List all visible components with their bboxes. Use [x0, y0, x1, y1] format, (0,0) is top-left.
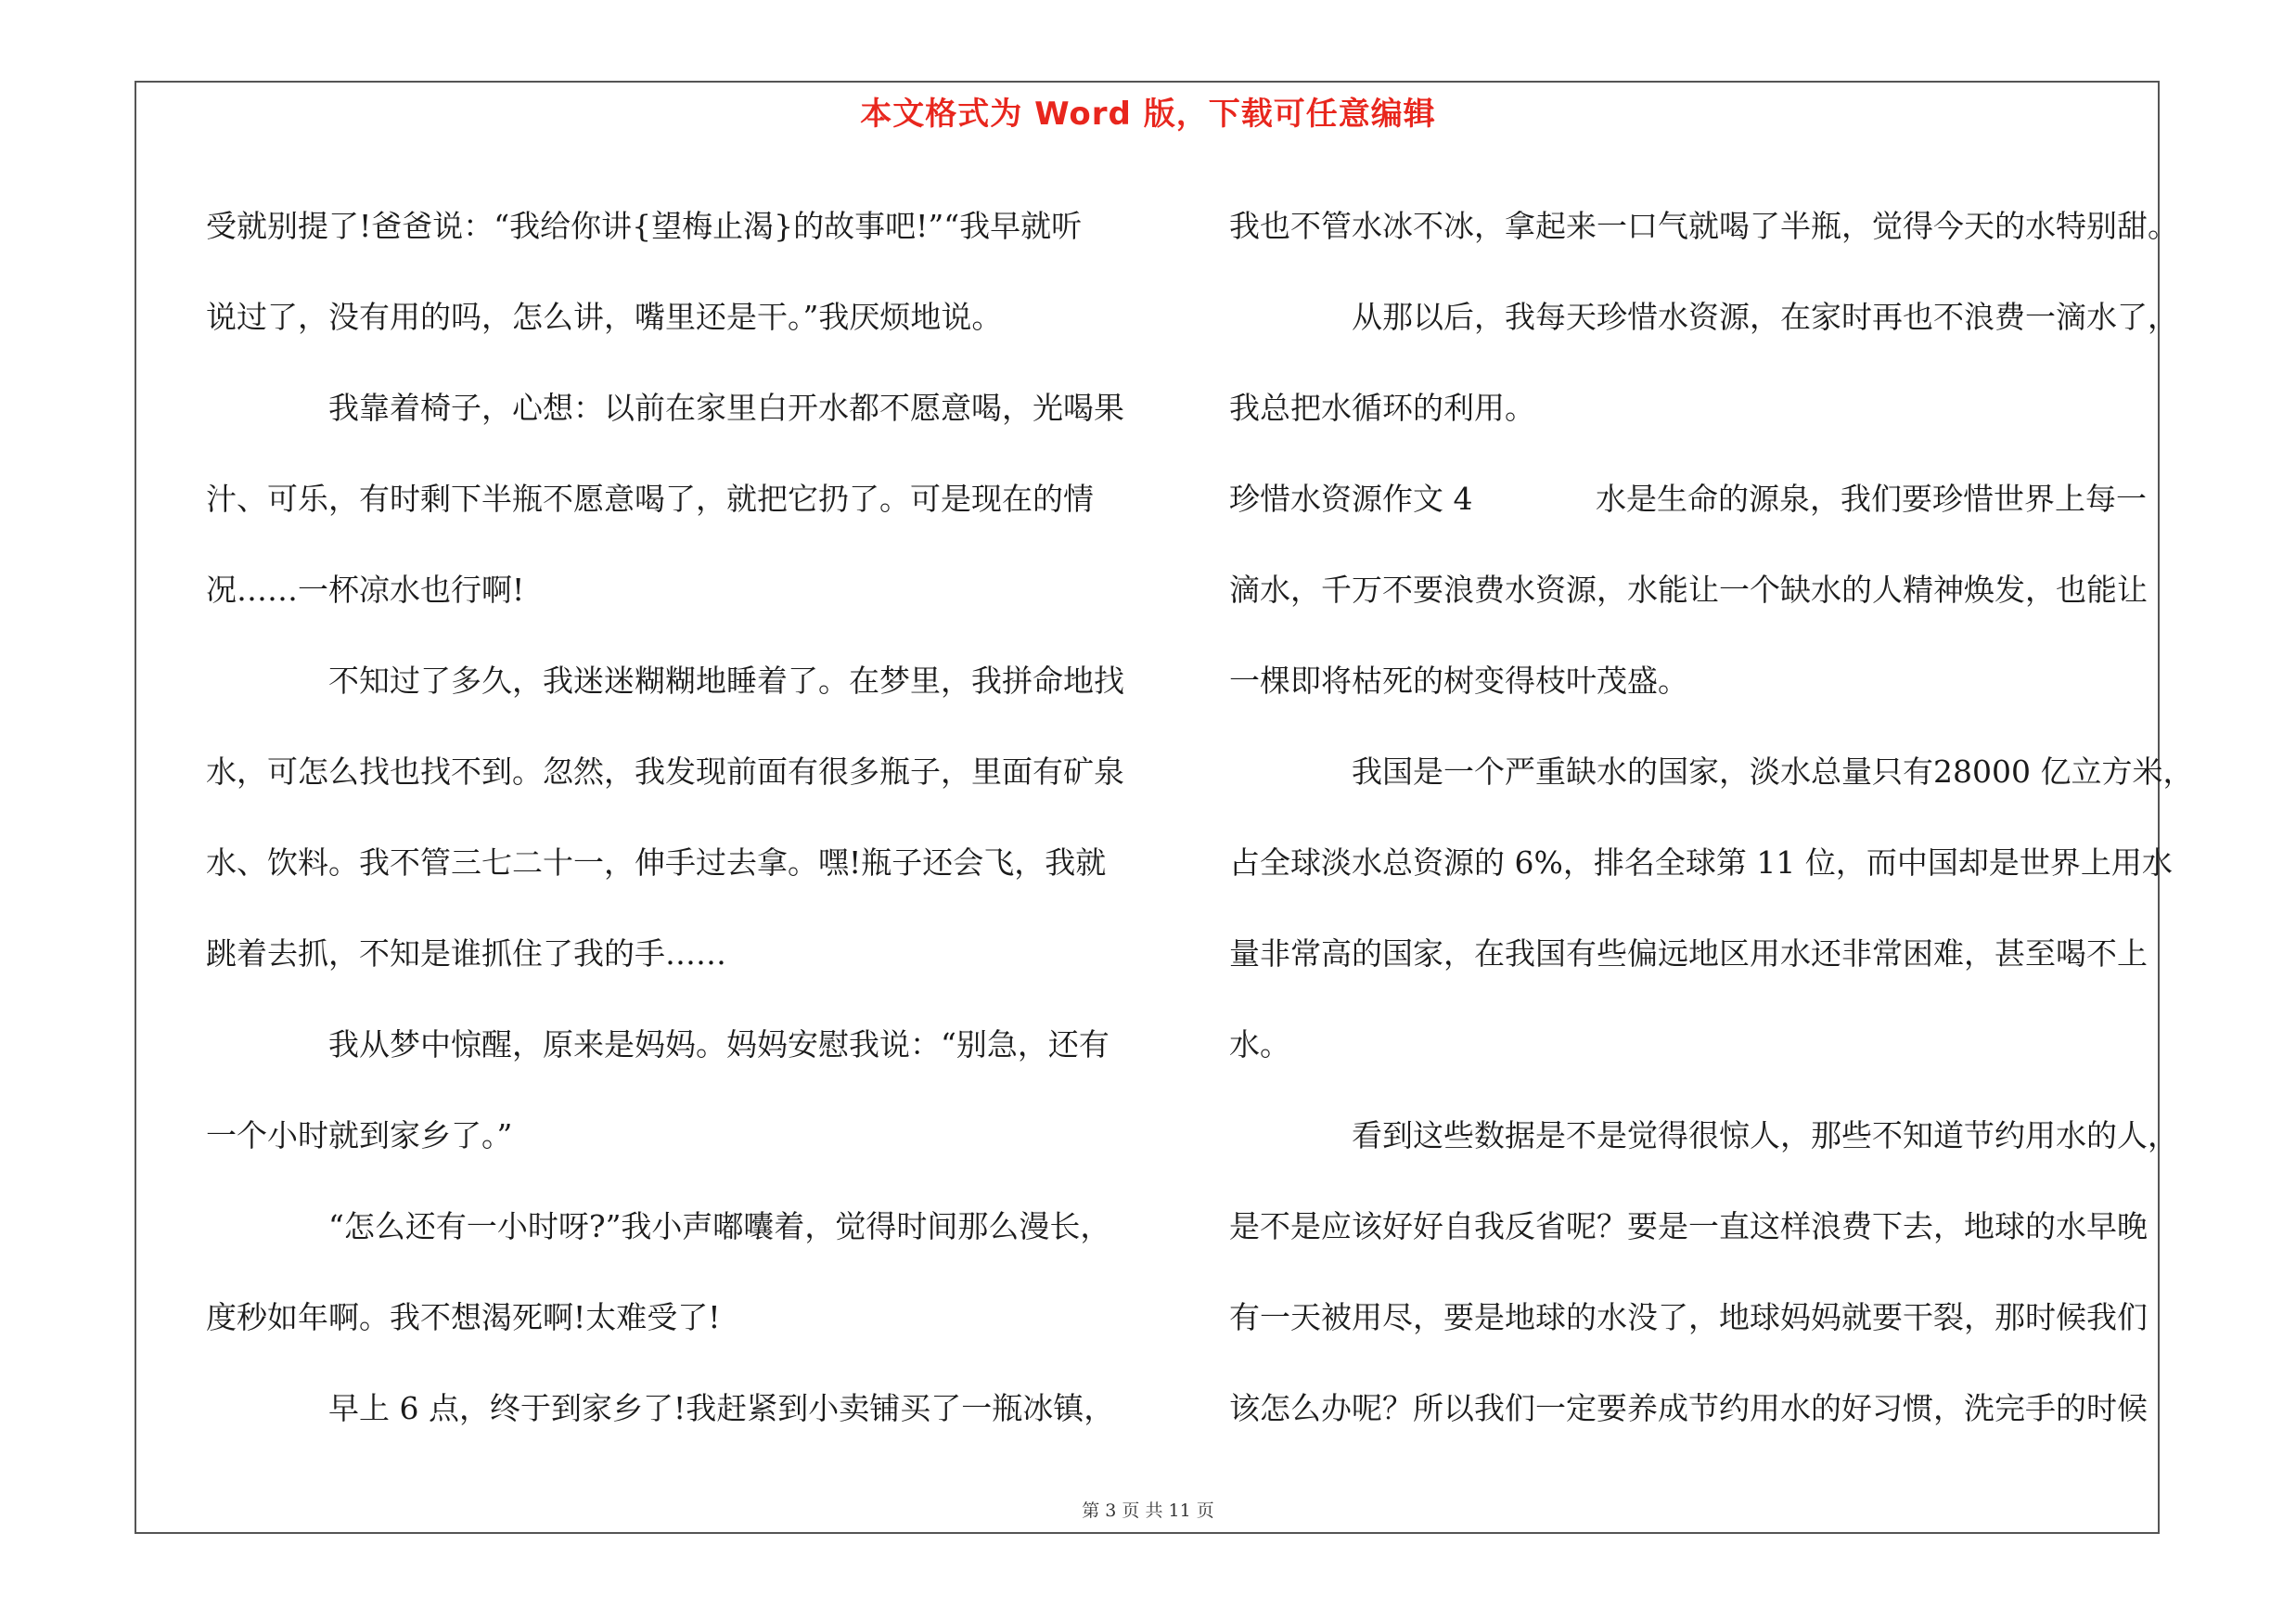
- text-line: 我从梦中惊醒，原来是妈妈。妈妈安慰我说：“别急，还有: [328, 1026, 1110, 1063]
- text-line: 是不是应该好好自我反省呢？要是一直这样浪费下去，地球的水早晚: [1229, 1208, 2148, 1244]
- text-line: 不知过了多久，我迷迷糊糊地睡着了。在梦里，我拼命地找: [328, 663, 1124, 699]
- text-line: 我总把水循环的利用。: [1229, 390, 1535, 426]
- format-banner: 本文格式为 Word 版，下载可任意编辑: [860, 96, 1436, 133]
- text-line: 滴水，千万不要浪费水资源，水能让一个缺水的人精神焕发，也能让: [1229, 572, 2148, 608]
- text-line: 度秒如年啊。我不想渴死啊!太难受了!: [206, 1299, 721, 1335]
- text-line: 汁、可乐，有时剩下半瓶不愿意喝了，就把它扔了。可是现在的情: [206, 481, 1094, 517]
- text-line: 况……一杯凉水也行啊!: [206, 572, 525, 608]
- text-line: “怎么还有一小时呀?”我小声嘟囔着，觉得时间那么漫长，: [328, 1208, 1111, 1244]
- text-line: 早上 6 点，终于到家乡了!我赶紧到小卖铺买了一瓶冰镇，: [328, 1390, 1115, 1426]
- text-line: 跳着去抓，不知是谁抓住了我的手……: [206, 935, 726, 972]
- text-line: 水、饮料。我不管三七二十一，伸手过去拿。嘿!瓶子还会飞，我就: [206, 844, 1107, 881]
- text-line: 一个小时就到家乡了。”: [206, 1117, 513, 1153]
- text-line: 一棵即将枯死的树变得枝叶茂盛。: [1229, 663, 1688, 699]
- text-line: 水。: [1229, 1026, 1290, 1063]
- text-line: 我靠着椅子，心想：以前在家里白开水都不愿意喝，光喝果: [328, 390, 1124, 426]
- page-number: 第 3 页 共 11 页: [1082, 1501, 1214, 1521]
- text-line: 水是生命的源泉，我们要珍惜世界上每一: [1596, 481, 2147, 517]
- text-line: 量非常高的国家，在我国有些偏远地区用水还非常困难，甚至喝不上: [1229, 935, 2148, 972]
- text-line: 看到这些数据是不是觉得很惊人，那些不知道节约用水的人，: [1352, 1117, 2178, 1153]
- text-line: 该怎么办呢？所以我们一定要养成节约用水的好习惯，洗完手的时候: [1229, 1390, 2148, 1426]
- text-line: 说过了，没有用的吗，怎么讲，嘴里还是干。”我厌烦地说。: [206, 299, 1003, 335]
- text-line: 我也不管水冰不冰，拿起来一口气就喝了半瓶，觉得今天的水特别甜。: [1229, 208, 2178, 244]
- text-line: 受就别提了!爸爸说：“我给你讲{望梅止渴}的故事吧!”“我早就听: [206, 208, 1083, 244]
- text-line: 从那以后，我每天珍惜水资源，在家时再也不浪费一滴水了，: [1352, 299, 2178, 335]
- section-title: 珍惜水资源作文 4: [1229, 481, 1473, 517]
- text-line: 有一天被用尽，要是地球的水没了，地球妈妈就要干裂，那时候我们: [1229, 1299, 2148, 1335]
- text-line: 水，可怎么找也找不到。忽然，我发现前面有很多瓶子，里面有矿泉: [206, 754, 1124, 790]
- right-column: [1229, 181, 2194, 1454]
- section-heading-line: [1229, 454, 2157, 545]
- left-column: [206, 181, 1134, 1454]
- text-line: 我国是一个严重缺水的国家，淡水总量只有28000 亿立方米，: [1352, 754, 2194, 790]
- text-line: 占全球淡水总资源的 6%，排名全球第 11 位，而中国却是世界上用水: [1229, 844, 2173, 881]
